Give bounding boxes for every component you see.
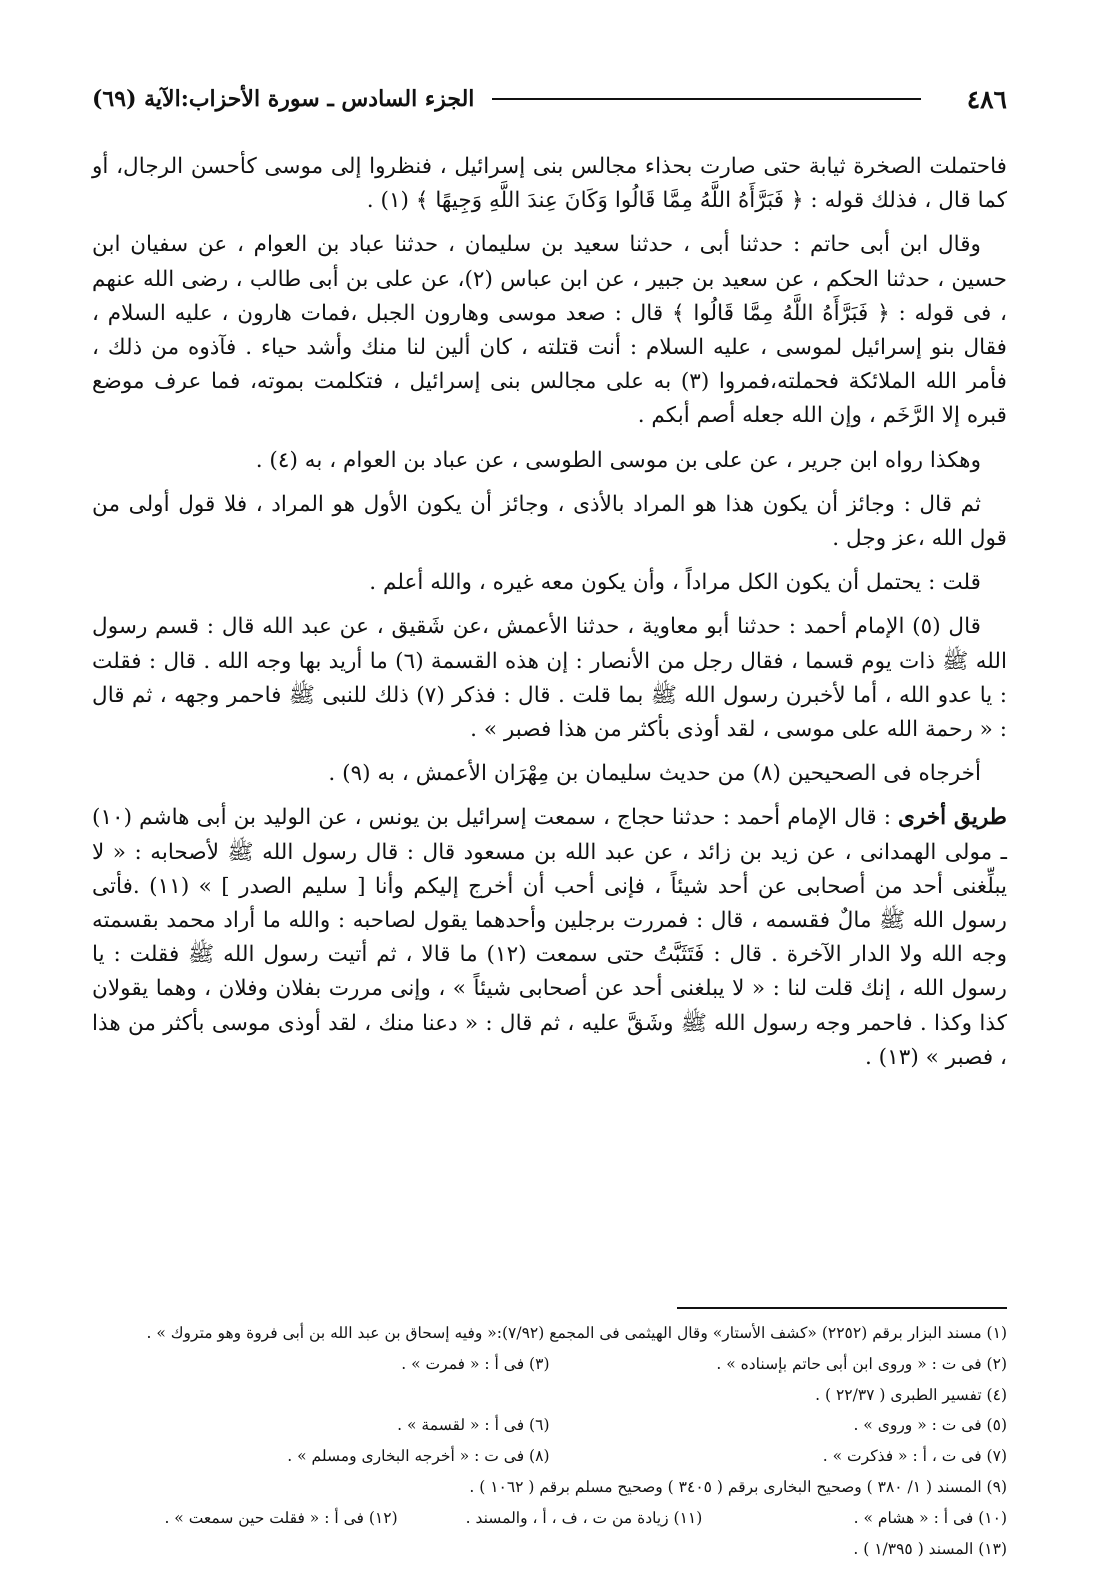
- footnote: (١٣) المسند ( ١/٣٩٥ ) .: [853, 1539, 1007, 1558]
- footnote-row: [92, 1380, 1007, 1411]
- page-number: ٤٨٦: [966, 84, 1007, 114]
- footnote-row: [92, 1534, 1007, 1565]
- section-lead: طريق أخرى: [898, 805, 1007, 831]
- paragraph: ثم قال : وجائز أن يكون هذا هو المراد بالأذى ، وجائز أن يكون الأول هو المراد ، فلا قول أولى من قول الله ،عز وجل .: [92, 491, 1007, 552]
- footnote: (٥) فى ت : « وروى » .: [853, 1416, 1007, 1435]
- footnote-row: [92, 1472, 1007, 1503]
- paragraph: قال (٥) الإمام أحمد : حدثنا أبو معاوية ، حدثنا الأعمش ،عن شَقيق ، عن عبد الله قال : قسم رسول الله ﷺ ذات يوم قسما ، فقال رجل من الأنصار : إن هذه القسمة (٦) ما أريد بها وجه الله . قال : فقلت : يا عدو الله ، أما لأخبرن رسول الله ﷺ بما قلت . قال : فذكر (٧) ذلك للنبى ﷺ فاحمر وجهه ، ثم قال : « رحمة الله على موسى ، لقد أوذى بأكثر من هذا فصبر » .: [92, 614, 1007, 743]
- footnote: (٣) فى أ : « فمرت » .: [401, 1354, 550, 1373]
- main-text: [92, 150, 1007, 1085]
- footnote: (٢) فى ت : « وروى ابن أبى حاتم بإسناده » .: [716, 1354, 1007, 1373]
- footnote-row: [92, 1349, 1007, 1380]
- paragraph: وهكذا رواه ابن جرير ، عن على بن موسى الطوسى ، عن عباد بن العوام ، به (٤) .: [255, 447, 981, 473]
- footnotes: [92, 1318, 1007, 1564]
- page-header: [92, 82, 1007, 116]
- footnote: (٦) فى أ : « لقسمة » .: [397, 1416, 550, 1435]
- paragraph: فاحتملت الصخرة ثيابة حتى صارت بحذاء مجالس بنى إسرائيل ، فنظروا إلى موسى كأحسن الرجال، أو كما قال ، فذلك قوله : ﴿ فَبَرَّأَهُ اللَّهُ مِمَّا قَالُوا وَكَانَ عِندَ اللَّهِ وَجِيهًا ﴾ (١) .: [92, 154, 1007, 214]
- running-title: الجزء السادس ـ سورة الأحزاب:الآية (٦٩): [92, 86, 475, 112]
- paragraph: طريق أخرى : قال الإمام أحمد : حدثنا حجاج ، سمعت إسرائيل بن يونس ، عن الوليد بن أبى هاشم (١٠) ـ مولى الهمدانى ، عن زيد بن زائد ، عن عبد الله بن مسعود قال : قال رسول الله ﷺ لأصحابه : « لا يبلِّغنى أحد من أصحابى عن أحد شيئاً ، فإنى أحب أن أخرج إليكم وأنا [ سليم الصدر ] » (١١) .فأتى رسول الله ﷺ مالٌ فقسمه ، قال : فمررت برجلين وأحدهما يقول لصاحبه : والله ما أراد محمد بقسمته وجه الله ولا الدار الآخرة . قال : فَتَثَبَّتُ حتى سمعت (١٢) ما قالا ، ثم أتيت رسول الله ﷺ فقلت : يا رسول الله ، إنك قلت لنا : « لا يبلغنى أحد عن أصحابى شيئاً » ، وإنى مررت بفلان وفلان ، وهما يقولان كذا وكذا . فاحمر وجه رسول الله ﷺ وشَقَّ عليه ، ثم قال : « دعنا منك ، لقد أوذى موسى بأكثر من هذا ، فصبر » (١٣) .: [92, 805, 1007, 1070]
- footnote: (٤) تفسير الطبرى ( ٢٢/٣٧ ) .: [815, 1385, 1007, 1404]
- footnote-row: [92, 1441, 1007, 1472]
- footnote: (١١) زيادة من ت ، ف ، أ ، والمسند .: [465, 1508, 703, 1527]
- footnote-divider: [677, 1307, 1007, 1309]
- footnote-row: [92, 1503, 1007, 1534]
- paragraph: أخرجاه فى الصحيحين (٨) من حديث سليمان بن مِهْرَان الأعمش ، به (٩) .: [328, 761, 981, 787]
- header-rule: [492, 98, 920, 100]
- footnote: (١٢) فى أ : « فقلت حين سمعت » .: [164, 1508, 398, 1527]
- footnote: (٩) المسند ( ١/ ٣٨٠ ) وصحيح البخارى برقم ( ٣٤٠٥ ) وصحيح مسلم برقم ( ١٠٦٢ ) .: [469, 1477, 1007, 1496]
- footnote-row: [92, 1318, 1007, 1349]
- paragraph: وقال ابن أبى حاتم : حدثنا أبى ، حدثنا سعيد بن سليمان ، حدثنا عباد بن العوام ، عن سفيان ابن حسين ، حدثنا الحكم ، عن سعيد بن جبير ، عن ابن عباس (٢)، عن على بن أبى طالب ، رضى الله عنهم ، فى قوله : ﴿ فَبَرَّأَهُ اللَّهُ مِمَّا قَالُوا ﴾ قال : صعد موسى وهارون الجبل ،فمات هارون ، عليه السلام ، فقال بنو إسرائيل لموسى ، عليه السلام : أنت قتلته ، كان ألين لنا منك وأشد حياء . فآذوه من ذلك ، فأمر الله الملائكة فحملته،فمروا (٣) به على مجالس بنى إسرائيل ، فتكلمت بموته، فما عرف موضع قبره إلا الرَّخَم ، وإن الله جعله أصم أبكم .: [92, 232, 1007, 429]
- paragraph: قلت : يحتمل أن يكون الكل مراداً ، وأن يكون معه غيره ، والله أعلم .: [369, 570, 981, 596]
- footnote: (١٠) فى أ : « هشام » .: [853, 1508, 1007, 1527]
- footnote-row: [92, 1410, 1007, 1441]
- footnote: (١) مسند البزار برقم (٢٢٥٢) «كشف الأستار» وقال الهيثمى فى المجمع (٧/٩٢):« وفيه إسحاق بن عبد الله بن أبى فروة وهو متروك » .: [146, 1324, 1007, 1342]
- footnote: (٧) فى ت ، أ : « فذكرت » .: [822, 1447, 1007, 1466]
- footnote: (٨) فى ت : « أخرجه البخارى ومسلم » .: [287, 1447, 550, 1466]
